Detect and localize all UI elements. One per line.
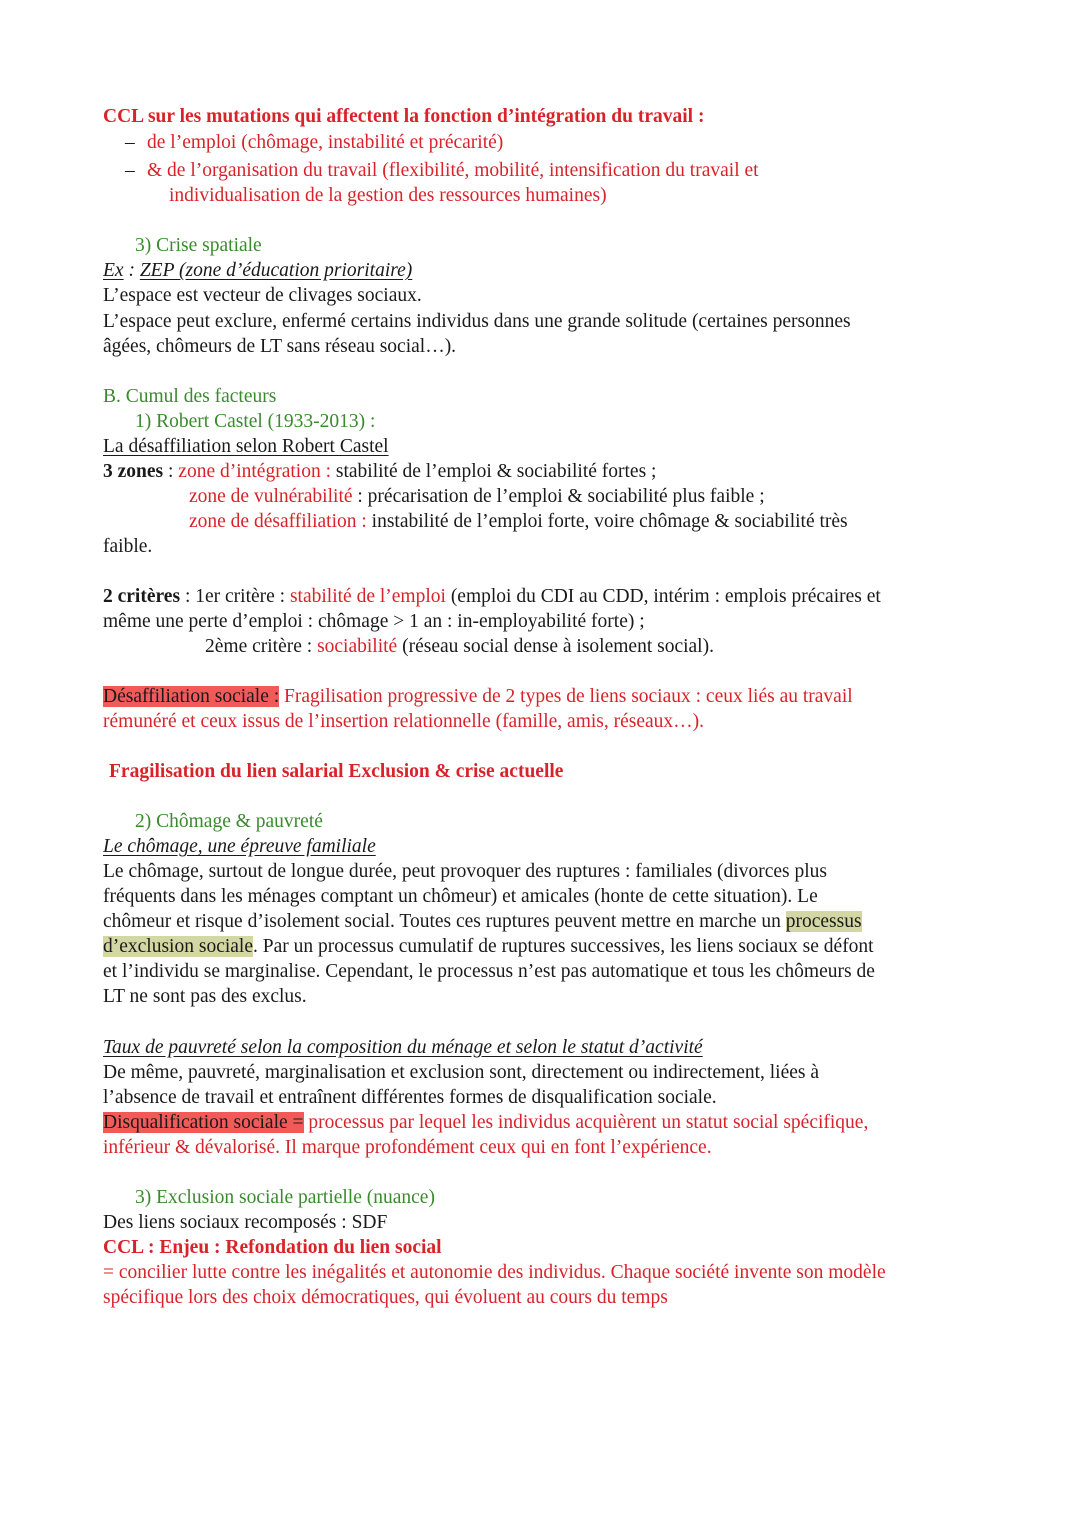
- chomage-paragraph-1: Le chômage, surtout de longue durée, peut provoquer des ruptures : familiales (divorces plus: [103, 861, 827, 882]
- zone-integration-line: 3 zones : zone d’intégration : stabilité de l’emploi & sociabilité fortes ;: [103, 461, 657, 482]
- pauvrete-paragraph-2: l’absence de travail et entraînent différentes formes de disqualification sociale.: [103, 1087, 717, 1108]
- ccl-bullet-emploi: – de l’emploi (chômage, instabilité et précarité): [125, 132, 504, 153]
- zone-desaffiliation-line: zone de désaffiliation : instabilité de l’emploi forte, voire chômage & sociabilité très: [189, 511, 848, 532]
- liens-recomposes-text: Des liens sociaux recomposés : SDF: [103, 1212, 388, 1233]
- crise-spatiale-heading: 3) Crise spatiale: [135, 235, 262, 256]
- ccl-mutations-title: CCL sur les mutations qui affectent la fonction d’intégration du travail :: [103, 106, 705, 127]
- ccl-bullet-organisation-cont: individualisation de la gestion des ressources humaines): [169, 185, 607, 206]
- zone-desaffiliation-end: faible.: [103, 536, 153, 557]
- fragilisation-heading: Fragilisation du lien salarial Exclusion & crise actuelle: [109, 761, 564, 782]
- chomage-epreuve-title: Le chômage, une épreuve familiale: [103, 836, 376, 857]
- chomage-paragraph-3: chômeur et risque d’isolement social. Toutes ces ruptures peuvent mettre en marche un processus: [103, 911, 862, 932]
- exclusion-partielle-heading: 3) Exclusion sociale partielle (nuance): [135, 1187, 435, 1208]
- ccl-bullet-organisation: – & de l’organisation du travail (flexibilité, mobilité, intensification du travail et: [125, 160, 759, 181]
- definition-term-highlight: Désaffiliation sociale :: [103, 686, 280, 707]
- critere-1-line: 2 critères : 1er critère : stabilité de l’emploi (emploi du CDI au CDD, intérim : emplois précaires et: [103, 586, 881, 607]
- disqualification-definition: Disqualification sociale = processus par lequel les individus acquièrent un statut social spécifique,: [103, 1112, 869, 1133]
- disqualification-definition-cont: inférieur & dévalorisé. Il marque profondément ceux qui en font l’expérience.: [103, 1137, 712, 1158]
- critere-2-line: 2ème critère : sociabilité (réseau social dense à isolement social).: [205, 636, 714, 657]
- desaffiliation-definition: Désaffiliation sociale : Fragilisation progressive de 2 types de liens sociaux : ceux liés au travail: [103, 686, 853, 707]
- disqualification-term-highlight: Disqualification sociale =: [103, 1112, 304, 1133]
- exclusion-sociale-highlight: d’exclusion sociale: [103, 936, 253, 957]
- critere-1-cont: même une perte d’emploi : chômage > 1 an : in-employabilité forte) ;: [103, 611, 645, 632]
- ccl-enjeu-heading: CCL : Enjeu : Refondation du lien social: [103, 1237, 442, 1258]
- chomage-paragraph-6: LT ne sont pas des exclus.: [103, 986, 307, 1007]
- chomage-pauvrete-heading: 2) Chômage & pauvreté: [135, 811, 323, 832]
- pauvrete-paragraph-1: De même, pauvreté, marginalisation et exclusion sont, directement ou indirectement, liées à: [103, 1062, 820, 1083]
- dash-icon: –: [125, 160, 135, 181]
- cumul-facteurs-heading: B. Cumul des facteurs: [103, 386, 277, 407]
- espace-clivages-text: L’espace est vecteur de clivages sociaux.: [103, 285, 422, 306]
- zep-example: Ex : ZEP (zone d’éducation prioritaire): [103, 260, 413, 281]
- desaffiliation-definition-cont: rémunéré et ceux issus de l’insertion relationnelle (famille, amis, réseaux…).: [103, 711, 705, 732]
- chomage-paragraph-4: d’exclusion sociale. Par un processus cumulatif de ruptures successives, les liens sociaux se défont: [103, 936, 874, 957]
- taux-pauvrete-title: Taux de pauvreté selon la composition du ménage et selon le statut d’activité: [103, 1037, 703, 1058]
- robert-castel-heading: 1) Robert Castel (1933-2013) :: [135, 411, 376, 432]
- espace-exclure-text-cont: âgées, chômeurs de LT sans réseau social…).: [103, 336, 457, 357]
- espace-exclure-text: L’espace peut exclure, enfermé certains individus dans une grande solitude (certaines personnes: [103, 311, 851, 332]
- dash-icon: –: [125, 132, 135, 153]
- chomage-paragraph-5: et l’individu se marginalise. Cependant, le processus n’est pas automatique et tous les chômeurs de: [103, 961, 875, 982]
- ccl-enjeu-text-cont: spécifique lors des choix démocratiques, qui évoluent au cours du temps: [103, 1287, 668, 1308]
- desaffiliation-title: La désaffiliation selon Robert Castel: [103, 436, 389, 457]
- processus-highlight: processus: [785, 911, 862, 932]
- chomage-paragraph-2: fréquents dans les ménages comptant un chômeur) et amicales (honte de cette situation). Le: [103, 886, 818, 907]
- ccl-enjeu-text: = concilier lutte contre les inégalités et autonomie des individus. Chaque société invente son modèle: [103, 1262, 886, 1283]
- zone-vulnerabilite-line: zone de vulnérabilité : précarisation de l’emploi & sociabilité plus faible ;: [189, 486, 765, 507]
